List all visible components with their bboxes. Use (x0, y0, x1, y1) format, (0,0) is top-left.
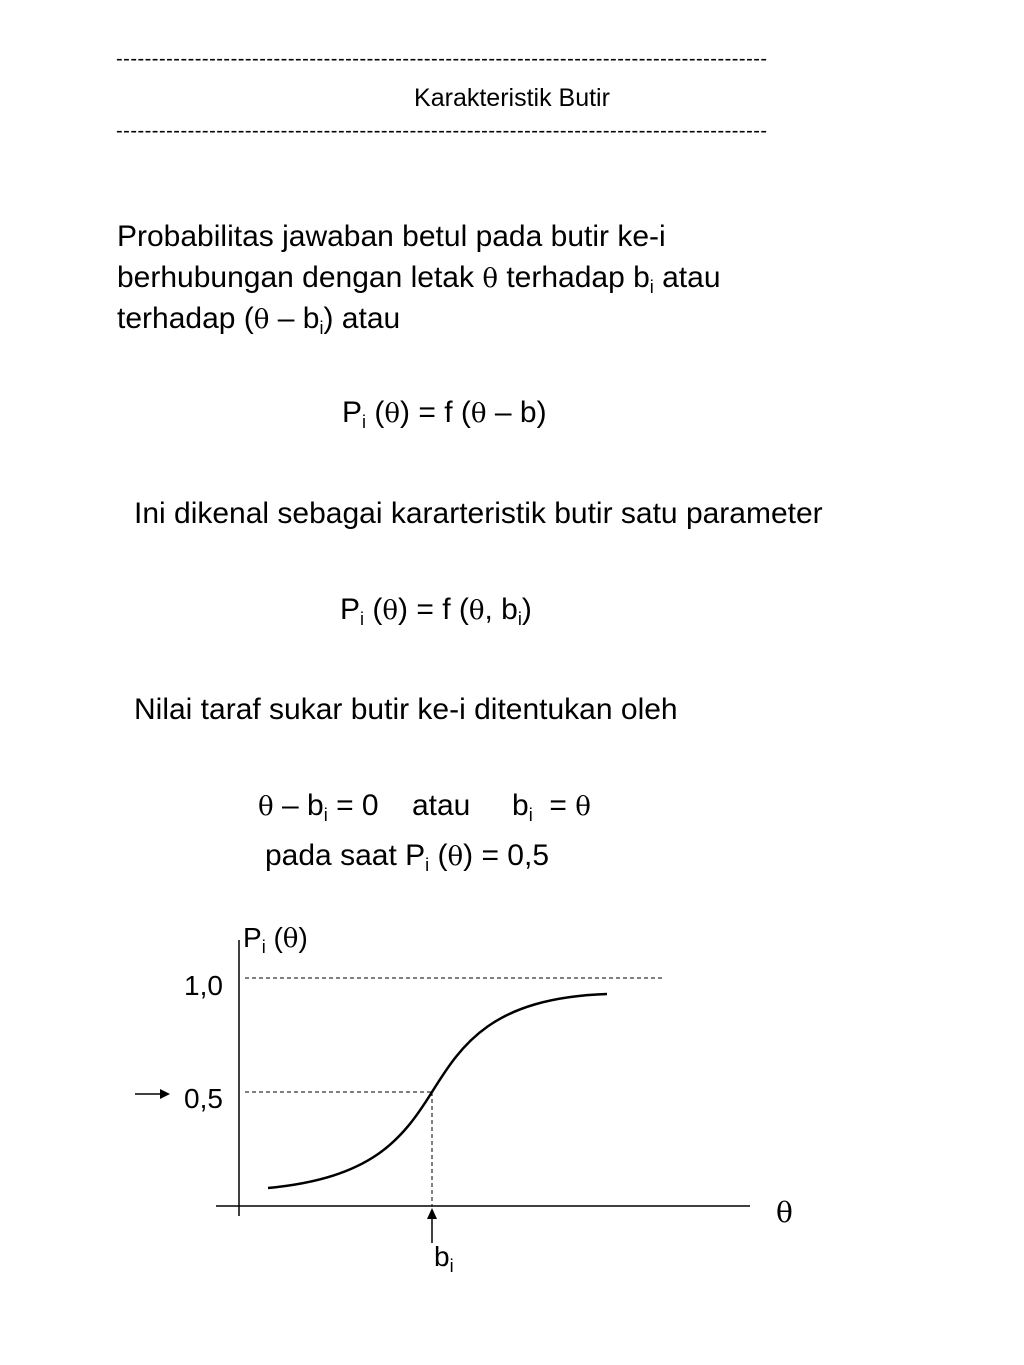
arrow-up-icon (427, 1208, 437, 1219)
equation-1: $P_i$ (θ) = f (θ – b) (342, 396, 547, 432)
equation-2: $P_i$ (θ) = f (θ, $b_i$) (340, 593, 532, 629)
icc-curve (268, 994, 607, 1188)
tick-label-1-0: 1,0 (184, 970, 223, 1001)
note-difficulty: Nilai taraf sukar butir ke-i ditentukan oleh (134, 693, 678, 726)
note-one-parameter: Ini dikenal sebagai kararteristik butir satu parameter (134, 497, 823, 530)
tick-label-0-5: 0,5 (184, 1083, 223, 1114)
page-title: Karakteristik Butir (414, 84, 610, 112)
intro-line-3: terhadap $(\theta - b_i)$ atau (117, 302, 401, 338)
intro-line-1: Probabilitas jawaban betul pada butir ke-i (117, 220, 666, 253)
x-axis-label: θ (776, 1196, 793, 1229)
bi-label: $b_i$ (434, 1241, 454, 1276)
header-rule-top: ------------------------------------------------------------------------------------------- (116, 48, 768, 70)
header-rule-bottom: ------------------------------------------------------------------------------------------- (116, 120, 768, 142)
y-axis-label: $P_i$ (θ) (243, 922, 308, 957)
equation-4: pada saat $P_i$ (θ) = 0,5 (265, 839, 550, 875)
equation-3: $\theta - b_i = 0$ atau $b_i = \theta$ (258, 789, 591, 825)
intro-line-2: berhubungan dengan letak θ terhadap $b_i$ atau (117, 261, 721, 297)
arrow-right-icon (160, 1089, 170, 1099)
